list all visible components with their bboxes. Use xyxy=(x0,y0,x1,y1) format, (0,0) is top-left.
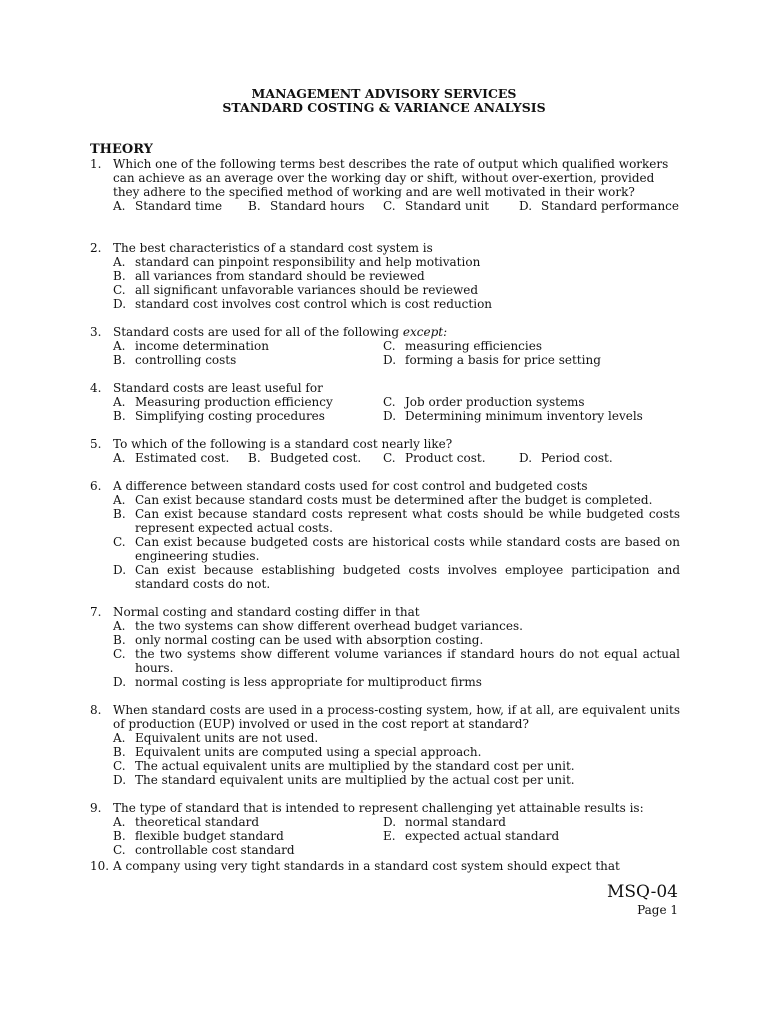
option-b: B. Standard hours xyxy=(248,199,365,213)
question-number: 1. xyxy=(90,157,102,171)
question-8 xyxy=(90,703,680,787)
options-row xyxy=(113,395,680,409)
option-b: B. all variances from standard should be reviewed xyxy=(113,269,425,283)
option-b: B. Can exist because standard costs represent what costs should be while budgeted costs represent expected actual costs. xyxy=(113,507,680,535)
option-b: B. only normal costing can be used with absorption costing. xyxy=(113,633,484,647)
question-text: The type of standard that is intended to represent challenging yet attainable results is: xyxy=(113,801,644,815)
question-1 xyxy=(90,157,680,213)
option-c: C. measuring efficiencies xyxy=(383,339,542,353)
option-d: D. Determining minimum inventory levels xyxy=(383,409,643,423)
question-text: A difference between standard costs used for cost control and budgeted costs xyxy=(113,479,588,493)
option-b: B. Equivalent units are computed using a special approach. xyxy=(113,745,482,759)
option-d: D. normal standard xyxy=(383,815,506,829)
option-a: A. the two systems can show different overhead budget variances. xyxy=(113,619,523,633)
question-10 xyxy=(90,859,680,873)
question-number: 10. xyxy=(90,859,110,873)
option-b: B. Budgeted cost. xyxy=(248,451,362,465)
page-number: Page 1 xyxy=(637,903,678,917)
option-c: C. The actual equivalent units are multiplied by the standard cost per unit. xyxy=(113,759,575,773)
question-text: The best characteristics of a standard cost system is xyxy=(113,241,433,255)
section-heading: THEORY xyxy=(90,142,153,157)
question-text: To which of the following is a standard cost nearly like? xyxy=(113,437,453,451)
option-d: D. normal costing is less appropriate for multiproduct firms xyxy=(113,675,482,689)
question-text: Which one of the following terms best describes the rate of output which qualified workers can achieve as an average over the working day or shift, without over-exertion, provided they adhere to the specified method of working and are well motivated in their work? xyxy=(113,157,669,199)
options-row xyxy=(113,451,680,465)
options-row xyxy=(113,339,680,353)
option-b: B. controlling costs xyxy=(113,353,237,367)
question-text: Normal costing and standard costing differ in that xyxy=(113,605,420,619)
options-row xyxy=(113,409,680,423)
question-6 xyxy=(90,479,680,591)
option-c: C. Job order production systems xyxy=(383,395,585,409)
question-number: 4. xyxy=(90,381,102,395)
option-c: C. all significant unfavorable variances should be reviewed xyxy=(113,283,479,297)
question-number: 7. xyxy=(90,605,102,619)
option-d: D. forming a basis for price setting xyxy=(383,353,601,367)
question-2 xyxy=(90,241,680,311)
document-code: MSQ-04 xyxy=(607,882,678,902)
question-number: 5. xyxy=(90,437,102,451)
options-row xyxy=(113,815,680,829)
question-emphasis: except: xyxy=(402,325,448,339)
question-number: 8. xyxy=(90,703,102,717)
question-text: A company using very tight standards in a standard cost system should expect that xyxy=(113,859,620,873)
option-a: A. Can exist because standard costs must be determined after the budget is completed. xyxy=(113,493,653,507)
option-a: A. Measuring production efficiency xyxy=(113,395,333,409)
option-c: C. Standard unit xyxy=(383,199,490,213)
question-number: 3. xyxy=(90,325,102,339)
question-number: 6. xyxy=(90,479,102,493)
option-a: A. standard can pinpoint responsibility and help motivation xyxy=(113,255,481,269)
question-text: Standard costs are least useful for xyxy=(113,381,323,395)
question-text: When standard costs are used in a process-costing system, how, if at all, are equivalent units of production (EUP) involved or used in the cost report at standard? xyxy=(113,703,680,731)
option-a: A. theoretical standard xyxy=(113,815,260,829)
option-a: A. income determination xyxy=(113,339,269,353)
option-d: D. The standard equivalent units are multiplied by the actual cost per unit. xyxy=(113,773,575,787)
question-number: 2. xyxy=(90,241,102,255)
document-title: MANAGEMENT ADVISORY SERVICES xyxy=(251,86,517,101)
question-number: 9. xyxy=(90,801,102,815)
question-text: Standard costs are used for all of the following except: xyxy=(113,325,448,339)
option-d: D. Period cost. xyxy=(519,451,613,465)
options-row xyxy=(113,353,680,367)
option-d: D. standard cost involves cost control which is cost reduction xyxy=(113,297,493,311)
question-7 xyxy=(90,605,680,689)
document-subtitle: STANDARD COSTING & VARIANCE ANALYSIS xyxy=(222,100,546,115)
option-a: A. Standard time xyxy=(113,199,223,213)
option-b: B. flexible budget standard xyxy=(113,829,284,843)
question-9 xyxy=(90,801,680,857)
options-row xyxy=(113,829,680,843)
options-row xyxy=(113,843,680,857)
option-a: A. Equivalent units are not used. xyxy=(113,731,319,745)
question-3 xyxy=(90,325,680,367)
option-d: D. Standard performance xyxy=(519,199,679,213)
option-a: A. Estimated cost. xyxy=(113,451,230,465)
option-c: C. the two systems show different volume variances if standard hours do not equal actual hours. xyxy=(113,647,680,675)
option-c: C. Product cost. xyxy=(383,451,486,465)
option-b: B. Simplifying costing procedures xyxy=(113,409,325,423)
options-row xyxy=(113,199,680,213)
option-d: D. Can exist because establishing budgeted costs involves employee participation and standard costs do not. xyxy=(113,563,680,591)
option-c: C. controllable cost standard xyxy=(113,843,295,857)
option-e: E. expected actual standard xyxy=(383,829,560,843)
question-4 xyxy=(90,381,680,423)
question-5 xyxy=(90,437,680,465)
option-c: C. Can exist because budgeted costs are historical costs while standard costs are based on engineering studies. xyxy=(113,535,680,563)
